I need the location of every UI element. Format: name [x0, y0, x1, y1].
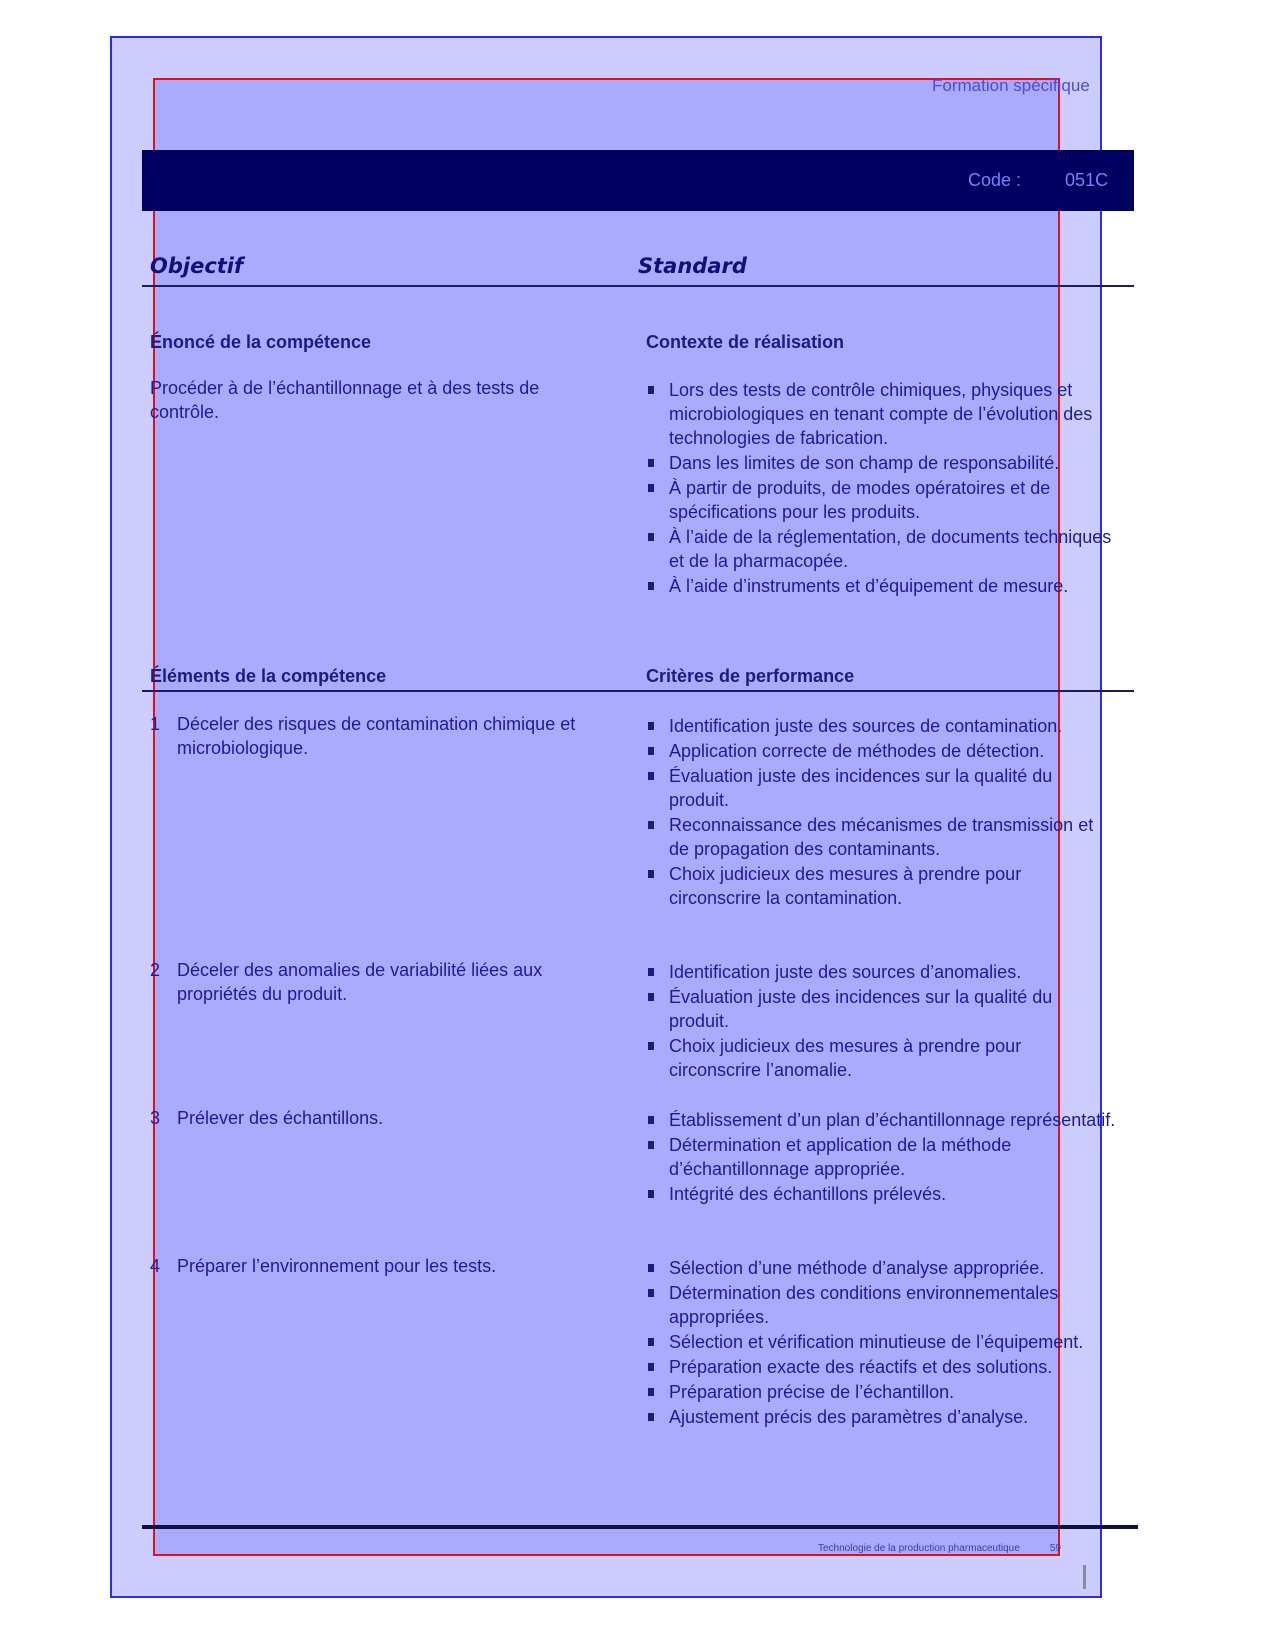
- criterion-item: Préparation précise de l’échantillon.: [646, 1380, 1116, 1404]
- element-number: 3: [150, 1108, 161, 1128]
- criterion-item: Choix judicieux des mesures à prendre pour circonscrire l’anomalie.: [646, 1034, 1116, 1082]
- context-item: À l’aide de la réglementation, de documents techniques et de la pharmacopée.: [646, 525, 1116, 573]
- element-text: Déceler des risques de contamination chimique et microbiologique.: [177, 714, 576, 758]
- code-value: 051C: [1065, 170, 1109, 190]
- code-label: Code :: [968, 170, 1022, 190]
- criterion-item: Établissement d’un plan d’échantillonnage représentatif.: [646, 1108, 1116, 1132]
- context-item: À l’aide d’instruments et d’équipement de mesure.: [646, 574, 1116, 598]
- criterion-item: Reconnaissance des mécanismes de transmission et de propagation des contaminants.: [646, 813, 1116, 861]
- objectif-title: Objectif: [150, 254, 244, 278]
- criterion-item: Sélection et vérification minutieuse de l’équipement.: [646, 1330, 1116, 1354]
- element-text: Préparer l’environnement pour les tests.: [177, 1256, 497, 1276]
- criterion-item: Sélection d’une méthode d’analyse appropriée.: [646, 1256, 1116, 1280]
- footer-title: Technologie de la production pharmaceutique: [818, 1543, 1020, 1554]
- context-heading: Contexte de réalisation: [646, 332, 845, 352]
- context-list: [646, 378, 1116, 599]
- criterion-item: Choix judicieux des mesures à prendre pour circonscrire la contamination.: [646, 862, 1116, 910]
- criterion-item: Évaluation juste des incidences sur la qualité du produit.: [646, 985, 1116, 1033]
- criterion-item: Détermination des conditions environnementales appropriées.: [646, 1281, 1116, 1329]
- criterion-item: Préparation exacte des réactifs et des solutions.: [646, 1355, 1116, 1379]
- elements-heading: Éléments de la compétence: [150, 666, 387, 686]
- criterion-item: Application correcte de méthodes de détection.: [646, 739, 1116, 763]
- element-number: 1: [150, 714, 161, 734]
- standard-title: Standard: [638, 254, 747, 278]
- criteria-heading: Critères de performance: [646, 666, 855, 686]
- competence-element: [150, 958, 620, 1006]
- element-text: Déceler des anomalies de variabilité liées aux propriétés du produit.: [177, 960, 543, 1004]
- footer-rule: [142, 1525, 1138, 1529]
- program-title: Formation spécifique: [932, 76, 1090, 95]
- criteria-list: [646, 1256, 1116, 1430]
- criterion-item: Intégrité des échantillons prélevés.: [646, 1182, 1116, 1206]
- text-cursor-marker: [1083, 1565, 1086, 1589]
- element-text: Prélever des échantillons.: [177, 1108, 384, 1128]
- criteria-list: [646, 960, 1116, 1083]
- criteria-list: [646, 1108, 1116, 1207]
- element-number: 2: [150, 960, 161, 980]
- element-number: 4: [150, 1256, 161, 1276]
- competence-element: [150, 712, 620, 760]
- context-item: À partir de produits, de modes opératoires et de spécifications pour les produits.: [646, 476, 1116, 524]
- criterion-item: Identification juste des sources de contamination.: [646, 714, 1116, 738]
- page-number: 59: [1049, 1543, 1061, 1554]
- criterion-item: Ajustement précis des paramètres d’analyse.: [646, 1405, 1116, 1429]
- criteria-list: [646, 714, 1116, 911]
- context-item: Dans les limites de son champ de responsabilité.: [646, 451, 1116, 475]
- page-footer: [818, 1543, 1061, 1554]
- criterion-item: Évaluation juste des incidences sur la qualité du produit.: [646, 764, 1116, 812]
- competence-statement: Procéder à de l’échantillonnage et à des tests de contrôle.: [150, 378, 540, 422]
- criterion-item: Détermination et application de la méthode d’échantillonnage appropriée.: [646, 1133, 1116, 1181]
- program-code: [968, 170, 1108, 191]
- criterion-item: Identification juste des sources d’anomalies.: [646, 960, 1116, 984]
- title-rule: [142, 285, 1134, 287]
- context-item: Lors des tests de contrôle chimiques, physiques et microbiologiques en tenant compte de l’évolution des technologies de fabrication.: [646, 378, 1116, 450]
- competence-element: [150, 1254, 620, 1278]
- elements-rule: [142, 690, 1134, 692]
- competence-heading: Énoncé de la compétence: [150, 332, 372, 352]
- competence-element: [150, 1106, 620, 1130]
